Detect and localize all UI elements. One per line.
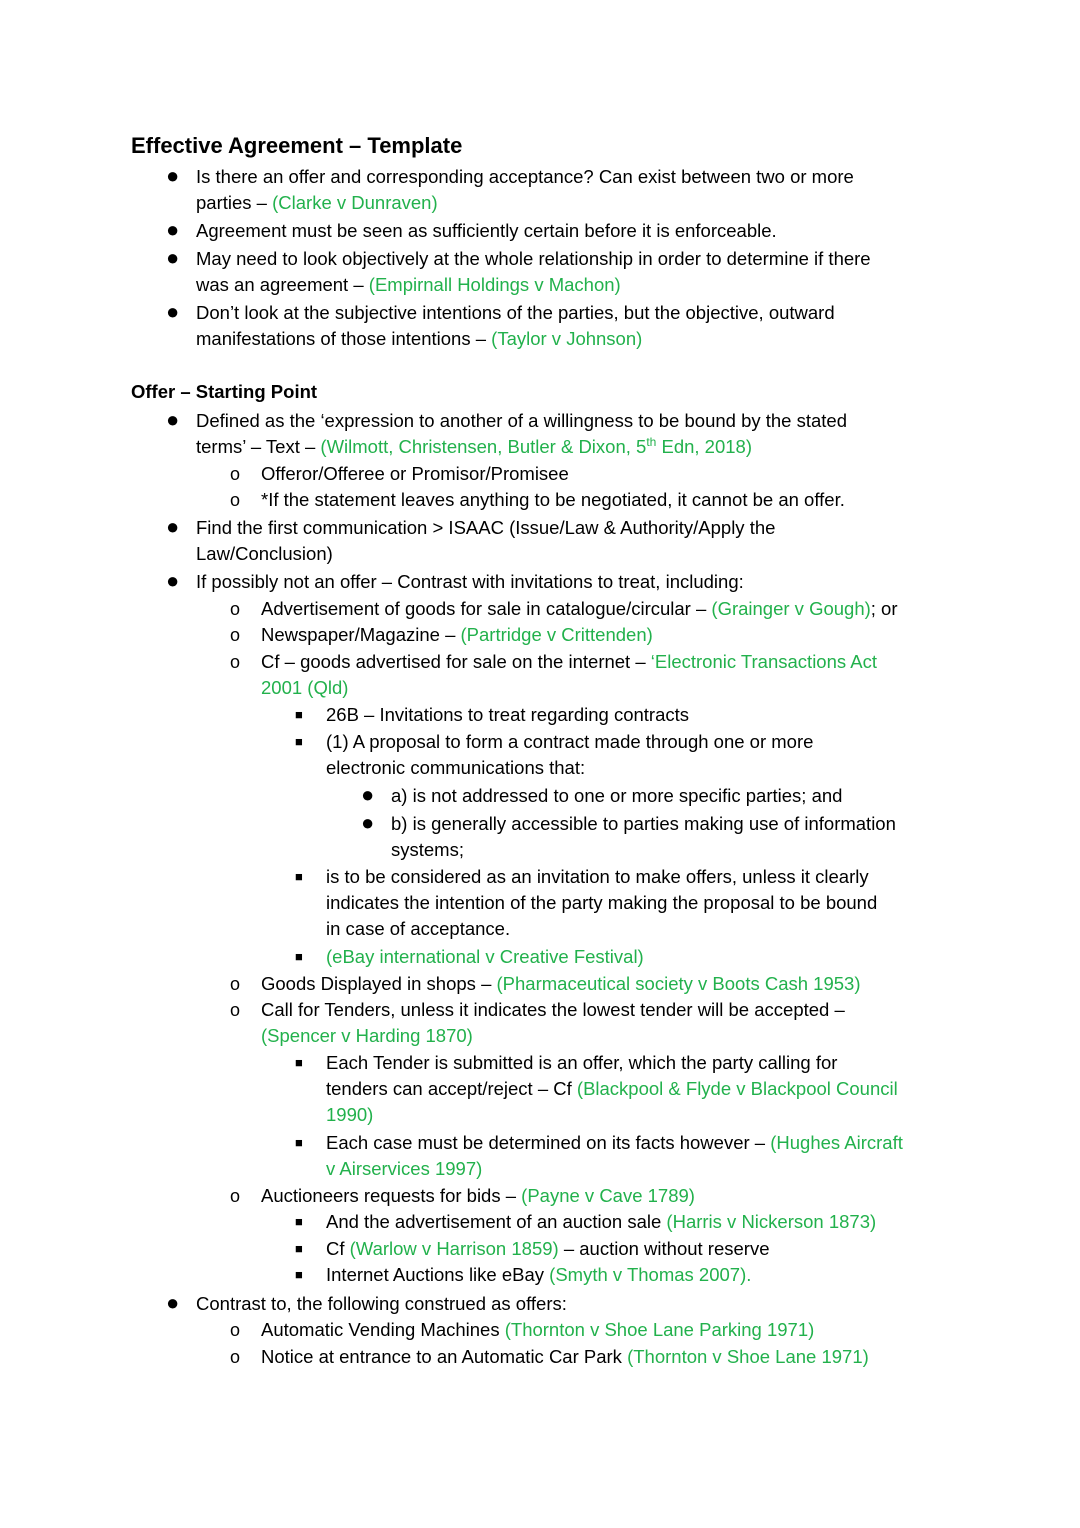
text-line: Automatic Vending Machines (Thornton v Shoe Lane Parking 1971) <box>261 1319 815 1340</box>
bullet-circle: o <box>230 1000 241 1020</box>
bullet-circle: o <box>230 599 241 619</box>
text-line: Each case must be determined on its facts however – (Hughes Aircraft <box>326 1132 903 1153</box>
text-line: tenders can accept/reject – Cf (Blackpool & Flyde v Blackpool Council <box>326 1078 898 1099</box>
text-line: parties – (Clarke v Dunraven) <box>196 192 438 213</box>
case-citation: (Pharmaceutical society v Boots Cash 1953) <box>496 973 861 994</box>
bullet-circle: o <box>230 1347 241 1367</box>
text-line: a) is not addressed to one or more specific parties; and <box>391 785 843 806</box>
bullet-disc: ● <box>361 782 375 807</box>
case-citation: (Partridge v Crittenden) <box>460 624 653 645</box>
text-citation: (Wilmott, Christensen, Butler & Dixon, 5th Edn, 2018) <box>320 434 752 457</box>
statute-citation: 2001 (Qld) <box>261 677 349 698</box>
bullet-square: ■ <box>295 734 303 749</box>
case-citation: (Grainger v Gough) <box>711 598 871 619</box>
statute-citation: ‘Electronic Transactions Act <box>650 651 877 672</box>
text-line: Defined as the ‘expression to another of a willingness to be bound by the stated <box>196 410 848 431</box>
bullet-circle: o <box>230 1320 241 1340</box>
bullet-square: ■ <box>295 1241 303 1256</box>
bullet-square: ■ <box>295 1135 303 1150</box>
case-citation: (Smyth v Thomas 2007). <box>549 1264 752 1285</box>
case-citation: (Hughes Aircraft <box>770 1132 903 1153</box>
bullet-circle: o <box>230 490 241 510</box>
text-line: indicates the intention of the party making the proposal to be bound <box>326 892 878 913</box>
bullet-circle: o <box>230 1186 241 1206</box>
text-line: Offeror/Offeree or Promisor/Promisee <box>261 463 569 484</box>
bullet-disc: ● <box>361 810 375 835</box>
case-citation: (Warlow v Harrison 1859) <box>349 1238 559 1259</box>
text-line: Cf (Warlow v Harrison 1859) – auction without reserve <box>326 1238 770 1259</box>
text-line: Is there an offer and corresponding acceptance? Can exist between two or more <box>196 166 854 187</box>
text-line: Call for Tenders, unless it indicates the lowest tender will be accepted – <box>261 999 845 1020</box>
case-citation: (Thornton v Shoe Lane Parking 1971) <box>504 1319 815 1340</box>
text-line: Don’t look at the subjective intentions of the parties, but the objective, outward <box>196 302 835 323</box>
text-line: electronic communications that: <box>326 757 586 778</box>
case-citation: v Airservices 1997) <box>326 1158 483 1179</box>
bullet-circle: o <box>230 625 241 645</box>
bullet-square: ■ <box>295 1214 303 1229</box>
text-line: is to be considered as an invitation to make offers, unless it clearly <box>326 866 869 887</box>
text-line: in case of acceptance. <box>326 918 511 939</box>
bullet-disc: ● <box>166 245 180 270</box>
text-line: Agreement must be seen as sufficiently certain before it is enforceable. <box>196 220 777 241</box>
bullet-disc: ● <box>166 407 180 432</box>
bullet-circle: o <box>230 652 241 672</box>
text-line: systems; <box>391 839 464 860</box>
text-line: (1) A proposal to form a contract made through one or more <box>326 731 814 752</box>
text-line: Contrast to, the following construed as offers: <box>196 1293 567 1314</box>
case-citation: (Payne v Cave 1789) <box>521 1185 695 1206</box>
text-line: Cf – goods advertised for sale on the internet – ‘Electronic Transactions Act <box>261 651 877 672</box>
text-line: Internet Auctions like eBay (Smyth v Thomas 2007). <box>326 1264 752 1285</box>
text-line: May need to look objectively at the whole relationship in order to determine if there <box>196 248 871 269</box>
text-line: b) is generally accessible to parties making use of information <box>391 813 896 834</box>
case-citation: (eBay international v Creative Festival) <box>326 946 644 967</box>
text-line: *If the statement leaves anything to be negotiated, it cannot be an offer. <box>261 489 845 510</box>
bullet-disc: ● <box>166 514 180 539</box>
text-line: Newspaper/Magazine – (Partridge v Crittenden) <box>261 624 653 645</box>
bullet-disc: ● <box>166 299 180 324</box>
case-citation: (Empirnall Holdings v Machon) <box>368 274 621 295</box>
bullet-disc: ● <box>166 217 180 242</box>
text-line: was an agreement – (Empirnall Holdings v Machon) <box>196 274 621 295</box>
case-citation: (Taylor v Johnson) <box>491 328 643 349</box>
bullet-square: ■ <box>295 1267 303 1282</box>
bullet-circle: o <box>230 974 241 994</box>
case-citation: (Harris v Nickerson 1873) <box>666 1211 877 1232</box>
text-line: Auctioneers requests for bids – (Payne v Cave 1789) <box>261 1185 695 1206</box>
text-line: 26B – Invitations to treat regarding contracts <box>326 704 690 725</box>
case-citation: (Blackpool & Flyde v Blackpool Council <box>576 1078 898 1099</box>
text-line: manifestations of those intentions – (Taylor v Johnson) <box>196 328 643 349</box>
text-line: Notice at entrance to an Automatic Car Park (Thornton v Shoe Lane 1971) <box>261 1346 869 1367</box>
bullet-disc: ● <box>166 568 180 593</box>
bullet-circle: o <box>230 464 241 484</box>
text-line: Each Tender is submitted is an offer, which the party calling for <box>326 1052 838 1073</box>
section-heading: Offer – Starting Point <box>131 381 318 402</box>
case-citation: 1990) <box>326 1104 374 1125</box>
case-citation: (Clarke v Dunraven) <box>272 192 438 213</box>
bullet-disc: ● <box>166 163 180 188</box>
page-title: Effective Agreement – Template <box>131 133 463 158</box>
text-line: Law/Conclusion) <box>196 543 333 564</box>
case-citation: (Thornton v Shoe Lane 1971) <box>627 1346 869 1367</box>
text-line: And the advertisement of an auction sale (Harris v Nickerson 1873) <box>326 1211 877 1232</box>
text-line: Find the first communication > ISAAC (Issue/Law & Authority/Apply the <box>196 517 776 538</box>
bullet-square: ■ <box>295 1055 303 1070</box>
bullet-square: ■ <box>295 707 303 722</box>
bullet-square: ■ <box>295 949 303 964</box>
text-line: terms’ – Text – (Wilmott, Christensen, Butler & Dixon, 5th Edn, 2018) <box>196 434 752 457</box>
case-citation: (Spencer v Harding 1870) <box>261 1025 473 1046</box>
text-line: Advertisement of goods for sale in catalogue/circular – (Grainger v Gough); or <box>261 598 898 619</box>
bullet-disc: ● <box>166 1290 180 1315</box>
text-line: If possibly not an offer – Contrast with invitations to treat, including: <box>196 571 744 592</box>
bullet-square: ■ <box>295 869 303 884</box>
text-line: Goods Displayed in shops – (Pharmaceutical society v Boots Cash 1953) <box>261 973 861 994</box>
